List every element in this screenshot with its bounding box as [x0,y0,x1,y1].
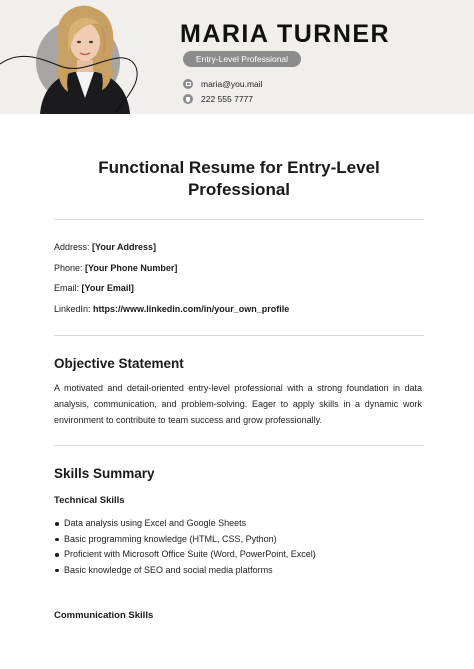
divider [54,219,424,220]
header-email: maria@you.mail [201,79,263,89]
candidate-name: MARIA TURNER [180,20,391,48]
divider [54,335,424,336]
email-label: Email: [54,283,82,293]
linkedin-line [54,304,289,314]
skills-heading: Skills Summary [54,466,155,481]
email-value: [Your Email] [81,283,134,293]
list-item: Basic knowledge of SEO and social media platforms [54,563,316,579]
technical-skills-list [54,516,316,578]
email-line [54,283,134,293]
address-value: [Your Address] [92,242,157,252]
mail-icon [183,79,193,89]
header-phone-row [183,94,253,104]
header-email-row [183,79,263,89]
address-line [54,242,156,252]
linkedin-label: LinkedIn: [54,304,94,314]
linkedin-link[interactable]: https://www.linkedin.com/in/your_own_profile [93,304,290,314]
technical-skills-heading: Technical Skills [54,495,125,506]
role-badge: Entry-Level Professional [183,51,301,67]
list-item: Data analysis using Excel and Google Sheets [54,516,316,532]
objective-heading: Objective Statement [54,356,184,371]
phone-icon [183,94,193,104]
divider [54,445,424,446]
list-item: Basic programming knowledge (HTML, CSS, Python) [54,532,316,548]
address-label: Address: [54,242,93,252]
communication-skills-heading: Communication Skills [54,610,154,621]
phone-line [54,263,177,273]
phone-value: [Your Phone Number] [85,263,178,273]
phone-label: Phone: [54,263,86,273]
list-item: Proficient with Microsoft Office Suite (Word, PowerPoint, Excel) [54,547,316,563]
objective-text: A motivated and detail-oriented entry-level professional with a strong foundation in data analysis, communication, and problem-solving. Eager to apply skills in a dynamic work environment to contribute to team success and grow professionally. [54,383,422,425]
document-title: Functional Resume for Entry-Level Professional [98,158,380,199]
header-phone: 222 555 7777 [201,94,253,104]
resume-header [0,0,474,114]
